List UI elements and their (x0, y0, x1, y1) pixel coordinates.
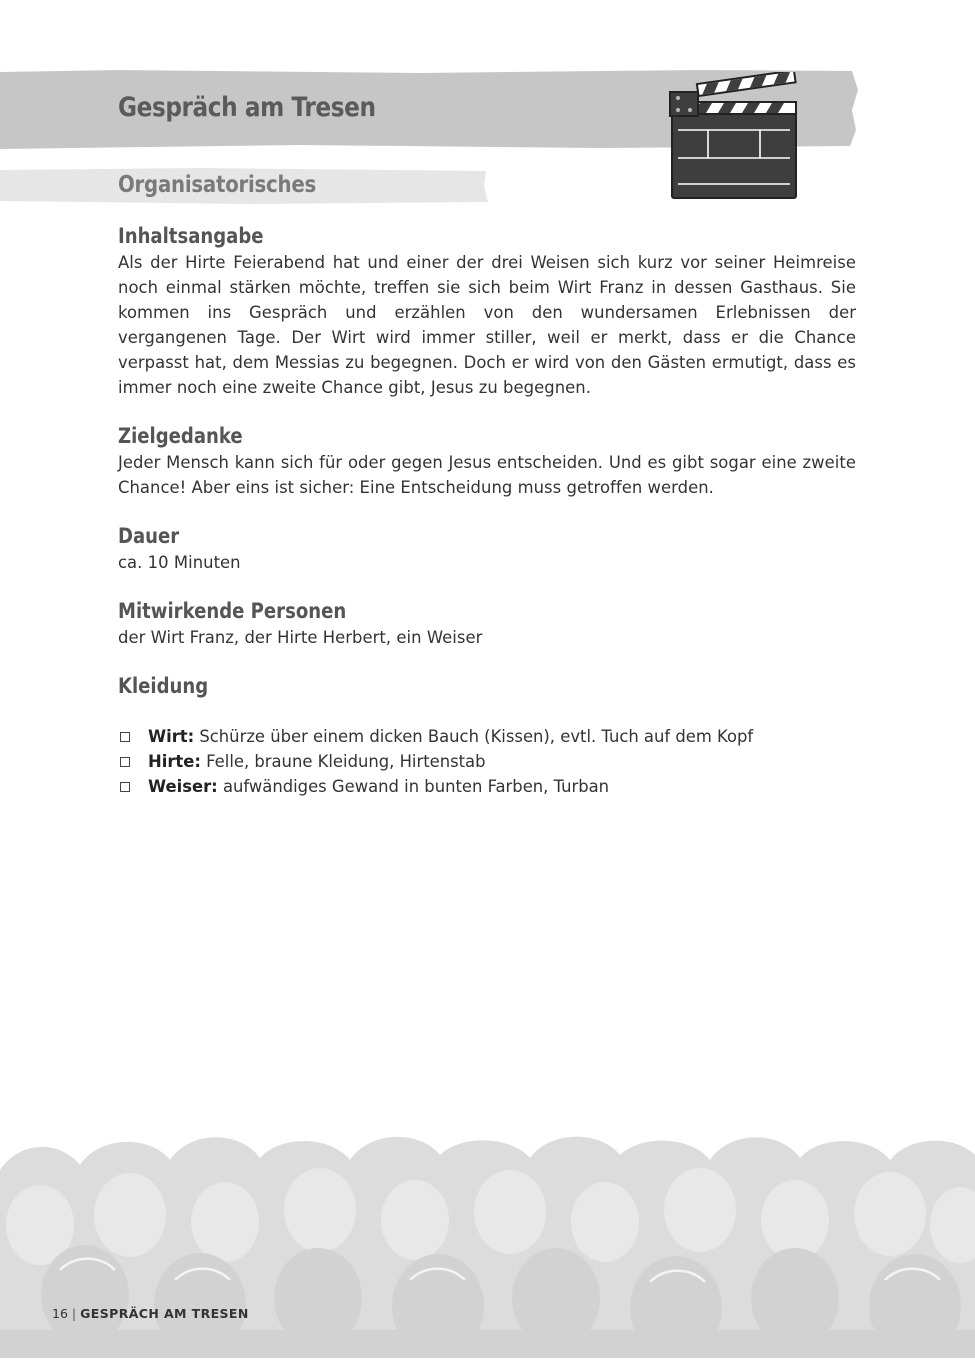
section-zielgedanke (118, 422, 856, 500)
checkbox-icon (120, 732, 130, 742)
section-kleidung (118, 672, 856, 700)
section-heading: Mitwirkende Personen (118, 599, 347, 623)
section-mitwirkende (118, 597, 856, 650)
section-inhaltsangabe (118, 222, 856, 400)
audience-silhouette-illustration (0, 1130, 975, 1358)
role-label: Hirte: (148, 752, 201, 771)
role-label: Weiser: (148, 777, 218, 796)
section-heading: Kleidung (118, 674, 209, 698)
section-heading: Dauer (118, 524, 180, 548)
checkbox-icon (120, 782, 130, 792)
footer-separator: | (71, 1306, 77, 1321)
page-number: 16 (52, 1306, 68, 1321)
film-clapper-icon (664, 72, 800, 206)
section-text: der Wirt Franz, der Hirte Herbert, ein Weiser (118, 628, 483, 647)
list-item (118, 724, 856, 749)
running-title: GESPRÄCH AM TRESEN (80, 1306, 249, 1321)
section-text: Als der Hirte Feierabend hat und einer der drei Weisen sich kurz vor seiner Heimreise noch einmal stärken möchte, treffen sie sich beim Wirt Franz in dessen Gasthaus. Sie kommen ins Gespräch und erzählen von den wundersamen Erlebnissen der vergangenen Tage. Der Wirt wird immer stiller, weil er merkt, dass er die Chance verpasst hat, dem Messias zu begegnen. Doch er wird von den Gästen ermutigt, dass es immer noch eine zweite Chance gibt, Jesus zu begegnen. (118, 253, 856, 397)
list-item (118, 749, 856, 774)
section-subtitle: Organisatorisches (118, 172, 317, 198)
role-description: Felle, braune Kleidung, Hirtenstab (200, 752, 486, 771)
section-text: ca. 10 Minuten (118, 553, 241, 572)
checkbox-icon (120, 757, 130, 767)
page-title: Gespräch am Tresen (118, 92, 376, 123)
role-description: aufwändiges Gewand in bunten Farben, Turban (217, 777, 610, 796)
role-description: Schürze über einem dicken Bauch (Kissen), evtl. Tuch auf dem Kopf (194, 727, 754, 746)
section-heading: Inhaltsangabe (118, 224, 264, 248)
page-footer (52, 1306, 249, 1321)
costume-list (118, 724, 856, 799)
section-heading: Zielgedanke (118, 424, 243, 448)
list-item (118, 774, 856, 799)
section-text: Jeder Mensch kann sich für oder gegen Jesus entscheiden. Und es gibt sogar eine zweite Chance! Aber eins ist sicher: Eine Entscheidung muss getroffen werden. (118, 453, 856, 497)
role-label: Wirt: (148, 727, 195, 746)
section-dauer (118, 522, 856, 575)
